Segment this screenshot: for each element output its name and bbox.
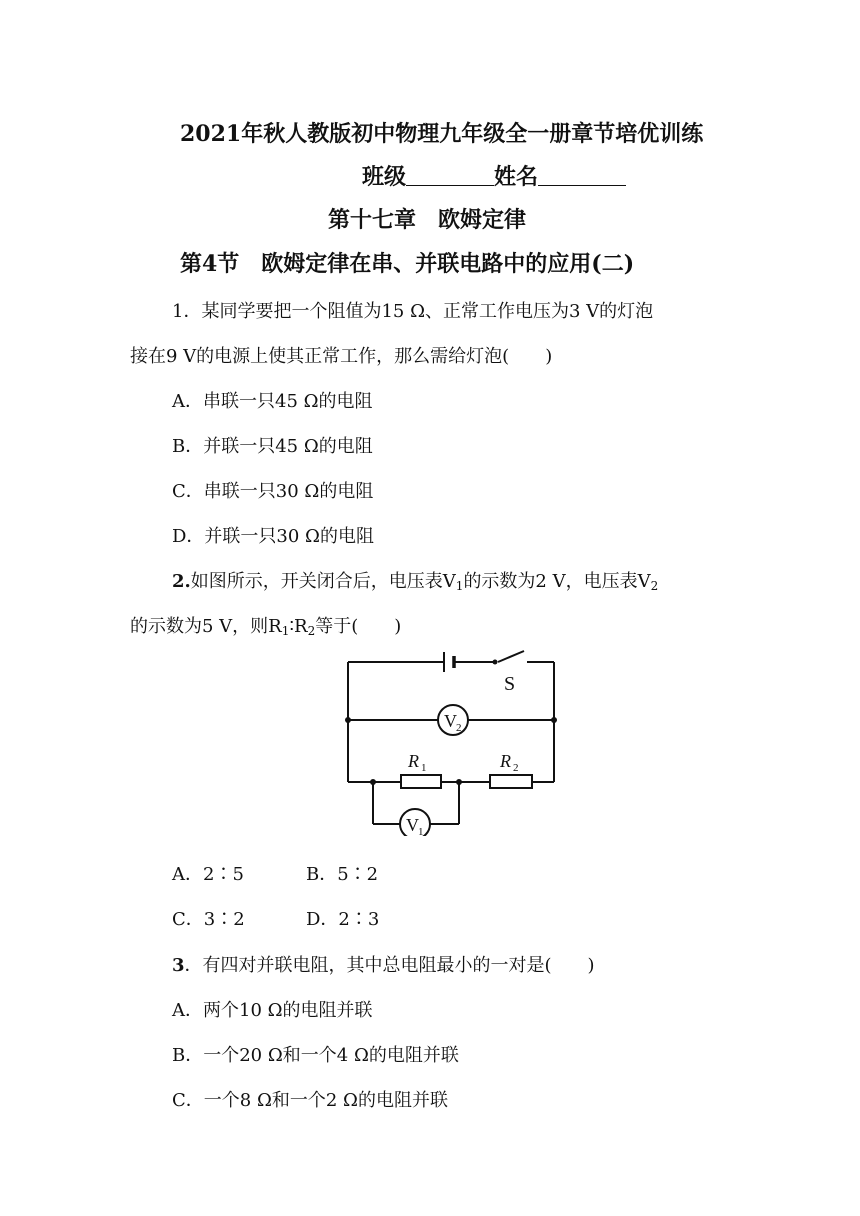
q2-option-d[interactable]: D．2∶3: [306, 909, 380, 930]
resistor-r1: [401, 775, 441, 788]
v2-sub: 2: [456, 722, 462, 734]
class-label: 班级: [362, 164, 407, 190]
circuit-diagram: [340, 648, 562, 836]
q3-stem: 3．有四对并联电阻，其中总电阻最小的一对是( ): [172, 955, 595, 976]
q1-stem-line2: 接在9 V的电源上使其正常工作，那么需给灯泡( ): [130, 346, 553, 367]
junction-r1-right: [456, 779, 462, 785]
q1-option-c[interactable]: C．串联一只30 Ω的电阻: [172, 481, 374, 502]
r1-label: R: [408, 751, 419, 771]
v2-label: V: [444, 711, 457, 731]
q2-stem-line2: 的示数为5 V，则$R_1∶R_2$等于( ): [130, 616, 402, 638]
q2-option-c[interactable]: C．3∶2: [172, 909, 245, 930]
r2-label: R: [500, 751, 511, 771]
class-blank[interactable]: [406, 165, 494, 186]
switch-pivot: [493, 660, 498, 665]
section-title: 第4节 欧姆定律在串、并联电路中的应用(二): [180, 251, 635, 277]
q1-stem-line1: 1．某同学要把一个阻值为15 Ω、正常工作电压为3 V的灯泡: [172, 301, 654, 322]
r1-sub: 1: [421, 762, 427, 774]
chapter-title: 第十七章 欧姆定律: [328, 207, 527, 233]
junction-right: [551, 717, 557, 723]
q1-option-d[interactable]: D．并联一只30 Ω的电阻: [172, 526, 374, 547]
q2-stem-line1: 2.如图所示，开关闭合后，电压表$V_1$的示数为2 V，电压表$V_2$: [172, 571, 659, 593]
q3-number: 3: [172, 955, 185, 976]
name-label: 姓名: [494, 164, 539, 190]
junction-r1-left: [370, 779, 376, 785]
switch-label: S: [504, 673, 516, 695]
v1-sub: 1: [418, 826, 424, 836]
r2-sub: 2: [513, 762, 519, 774]
q3-option-b[interactable]: B．一个20 Ω和一个4 Ω的电阻并联: [172, 1045, 459, 1066]
document-title: 2021年秋人教版初中物理九年级全一册章节培优训练: [180, 121, 704, 147]
q2-number: 2.: [172, 571, 191, 592]
switch-blade: [498, 651, 524, 662]
v1-label: V: [406, 815, 419, 835]
q3-option-c[interactable]: C．一个8 Ω和一个2 Ω的电阻并联: [172, 1090, 448, 1111]
q3-option-a[interactable]: A．两个10 Ω的电阻并联: [172, 1000, 373, 1021]
junction-left: [345, 717, 351, 723]
name-blank[interactable]: [538, 165, 626, 186]
q2-option-a[interactable]: A．2∶5: [172, 864, 244, 885]
q1-option-b[interactable]: B．并联一只45 Ω的电阻: [172, 436, 373, 457]
q1-option-a[interactable]: A．串联一只45 Ω的电阻: [172, 391, 373, 412]
class-name-line: [362, 160, 626, 191]
q2-option-b[interactable]: B．5∶2: [306, 864, 379, 885]
resistor-r2: [490, 775, 532, 788]
